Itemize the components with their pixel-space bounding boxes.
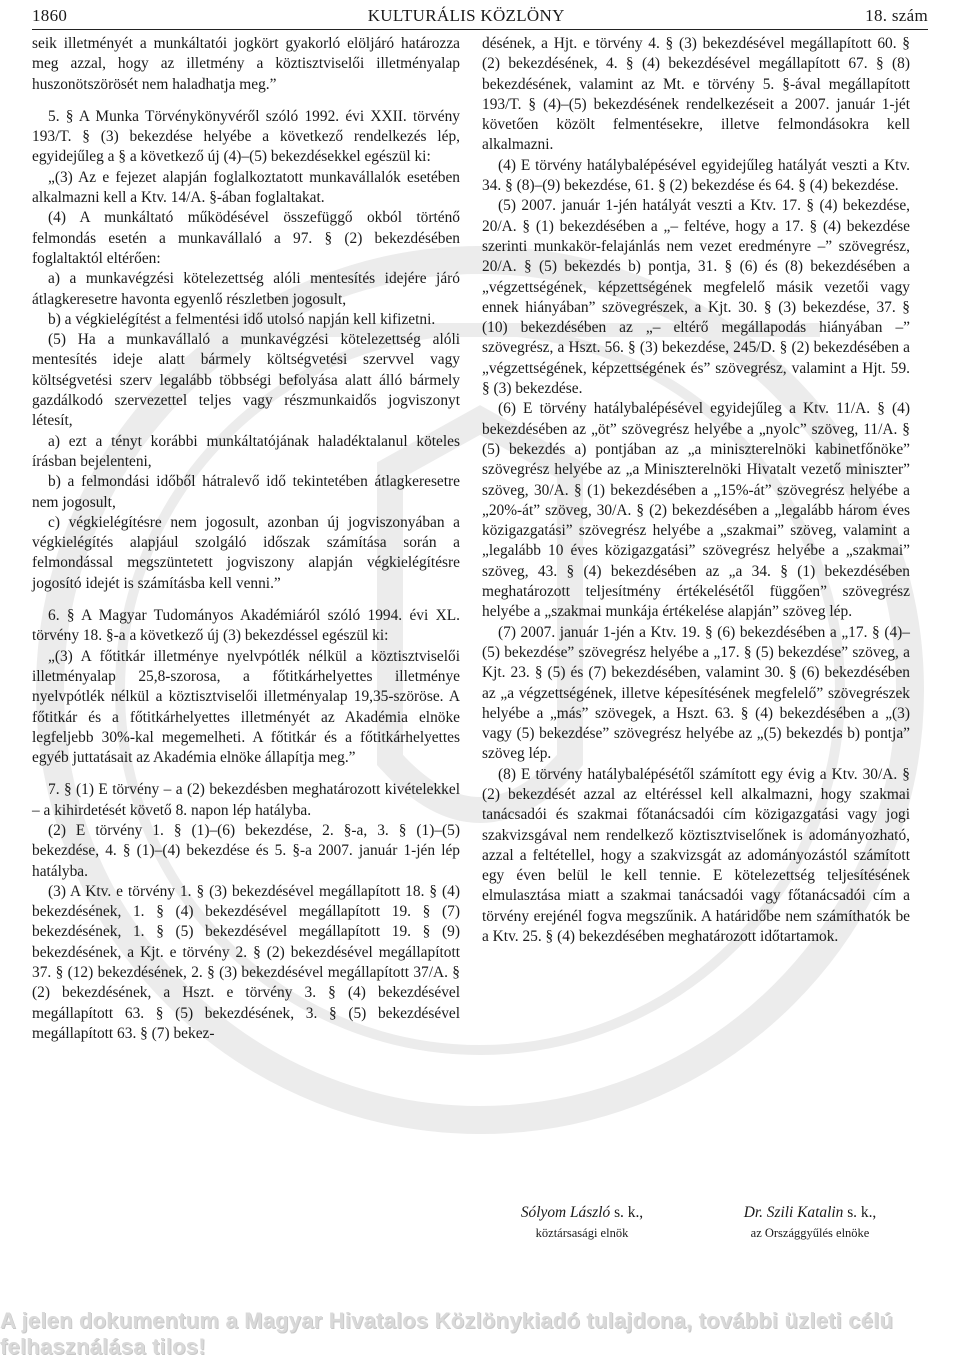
paragraph: (7) 2007. január 1-jén a Ktv. 19. § (6) bekezdésében a „17. § (4)–(5) bekezdése” szövegrész helyébe a „17. § (5) bekezdése” szöveg, a Kjt. 23. § (5) és (7) bekezdésében, valamint 30. § (6) bekezdésében az „a végzettségének, illetve képesítésének megfelelő” szövegrészek helyébe a „más” szövegek, a Hszt. 63. § (4) bekezdésében a „(3) vagy (5) bekezdése” szövegrész helyébe az „(5) bekezdés b) pontja” szöveg lép. <box>482 623 910 763</box>
issue-number: 18. szám <box>865 6 928 25</box>
signer-role: köztársasági elnök <box>535 1226 629 1240</box>
paragraph: (2) E törvény 1. § (1)–(6) bekezdése, 2. §-a, 3. § (1)–(5) bekezdése, 4. § (1)–(4) bekezdése és 5. §-a 2007. január 1-jén lép hatályba. <box>32 821 460 880</box>
signature-president <box>482 1203 682 1243</box>
paragraph: b) a végkielégítést a felmentési idő utolsó napján kell kifizetni. <box>48 310 436 328</box>
copyright-watermark: A jelen dokumentum a Magyar Hivatalos Közlönykiadó tulajdona, további üzleti célú felhasználása tilos! <box>0 1308 894 1359</box>
paragraph: c) végkielégítésre nem jogosult, azonban új jogviszonyában a végkielégítés alapjául szolgáló időszak számítása során a felmondással megszüntetett jogviszony alapján végkielégítésre jogosító idejét is számításba kell venni.” <box>32 513 460 592</box>
section-heading-5: 5. § A Munka Törvénykönyvéről szóló 1992. évi XXII. törvény 193/T. § (3) bekezdése helyébe a következő rendelkezés lép, egyidejűleg a § a következő új (4)–(5) bekezdésekkel egészül ki: <box>32 107 460 166</box>
paragraph: a) ezt a tényt korábbi munkáltatójának haladéktalanul köteles írásban bejelenteni, <box>32 432 460 470</box>
journal-title: KULTURÁLIS KÖZLÖNY <box>367 6 565 25</box>
signer-suffix: s. k., <box>610 1204 644 1221</box>
paragraph: (5) 2007. január 1-jén hatályát veszti a Ktv. 17. § (4) bekezdése, 20/A. § (1) bekezdésében a „– feltéve, hogy a 17. § (4) bekezdése szerinti munkakör-felajánlás nem vezet eredményre –” szövegrész, 20/A. § (5) bekezdés b) pontja, 31. § (6) és (8) bekezdésében a „végzettségének, képzettségének megfelelő másik vezetői vagy ennek hiányában” szövegrészek, a Kjt. 30. § (3) bekezdése, 37. § (10) bekezdésében az „– eltérő megállapodás hiányában –” szövegrész, a Hszt. 56. § (3) bekezdése, 245/D. § (2) bekezdésében a „végzettségének, képzettségének és” szövegrész, valamint a Hjt. 59. § (3) bekezdése. <box>482 197 910 398</box>
signer-name: Dr. Szili Katalin <box>743 1204 844 1221</box>
right-column <box>482 34 910 947</box>
paragraph: a) a munkavégzési kötelezettség alóli mentesítés idejére járó átlagkeresetre havonta egyenlő részletben jogosult, <box>32 270 460 308</box>
paragraph: (6) E törvény hatálybalépésével egyidejűleg a Ktv. 11/A. § (4) bekezdésében az „öt” szövegrész helyébe a „nyolc” szöveg, 11/A. § (5) bekezdés a) pontjában az „a miniszterelnöki kabinetfőnöke” szövegrész helyébe az „a Miniszterelnöki Hivatalt vezető miniszter” szöveg, 30/A. § (1) bekezdésében a „15%-át” szövegrész helyébe a „20%-át” szöveg, 30/A. § (2) bekezdésében a „legalább három éves közigazgatási” szövegrész helyébe a „szakmai” szöveg, valamint a „legalább 10 éves közigazgatási” szövegrész helyébe a „szakmai” szöveg, 43. § (4) bekezdésében az „a 34. § (1) bekezdésében meghatározott teljesítmény értékelésétől függően” szövegrész helyébe a „szakmai munkája értékelése alapján” szöveg lép. <box>482 400 910 621</box>
signer-suffix: s. k., <box>843 1204 877 1221</box>
signature-block <box>482 1203 910 1243</box>
paragraph: (8) E törvény hatálybalépésétől számított egy évig a Ktv. 30/A. § (2) bekezdését azzal az eltéréssel kell alkalmazni, hogy szakmai tanácsadói és szakmai főtanácsadói cím közigazgatási vagy jogi szakvizsgával nem rendelkező köztisztviselőnek is adományozható, azzal a feltétellel, hogy a szakvizsgát az adományozástól számított egy éven belül le kell tennie. E kötelezettség teljesítésének elmulasztása miatt a szakmai tanácsadói vagy főtanácsadói cím a törvény erejénél fogva megszűnik. A határidőbe nem számíthatók be a Ktv. 25. § (4) bekezdésében meghatározott időtartamok. <box>482 765 910 946</box>
paragraph: (4) E törvény hatálybalépésével egyidejűleg hatályát veszti a Ktv. 34. § (8)–(9) bekezdése, 61. § (2) bekezdése és 64. § (4) bekezdése. <box>482 156 910 195</box>
signer-name: Sólyom László <box>520 1204 611 1221</box>
page-number: 1860 <box>32 6 68 25</box>
paragraph: „(3) A főtitkár illetménye nyelvpótlék nélkül a köztisztviselői illetményalap 25,8-szorosa, a főtitkárhelyettes illetménye nyelvpótlék nélkül a köztisztviselői illetményalap 19,35-szöröse. A főtitkár és a főtitkárhelyettes illetményét az Akadémia elnöke legfeljebb 30%-kal megemelheti. A főtitkár és a főtitkárhelyettes egyéb juttatásait az Akadémia elnöke állapítja meg.” <box>32 647 460 767</box>
section-heading-6: 6. § A Magyar Tudományos Akadémiáról szóló 1994. évi XL. törvény 18. §-a a következő új (3) bekezdéssel egészül ki: <box>32 607 460 645</box>
paragraph: (5) Ha a munkavállaló a munkavégzési kötelezettség alóli mentesítés ideje alatt bármely költségvetési szervvel vagy költségvetési szerv legalább többségi befolyása alatt álló bármely gazdálkodó szervezettel teljes vagy részmunkaidős jogviszonyt létesít, <box>32 331 460 430</box>
header-divider <box>32 29 928 30</box>
left-column <box>32 34 460 1044</box>
paragraph: désének, a Hjt. e törvény 4. § (3) bekezdésével megállapított 60. § (2) bekezdésének, 4. § (4) bekezdésével megállapított 67. § (8) bekezdésének, valamint az Mt. e törvény 5. §-ával megállapított 193/T. § (4)–(5) bekezdésének rendelkezéseit a 2007. január 1-jét követően közölt felmentésekre, illetve felmondásokra kell alkalmazni. <box>482 35 910 154</box>
section-heading-7: 7. § (1) E törvény – a (2) bekezdésben meghatározott kivételekkel – a kihirdetését követő 8. napon lép hatályba. <box>32 781 460 819</box>
page-header <box>32 4 928 28</box>
paragraph: (3) A Ktv. e törvény 1. § (3) bekezdésével megállapított 18. § (4) bekezdésének, 1. § (4) bekezdésével megállapított 19. § (7) bekezdésének, 1. § (5) bekezdésével megállapított 19. § (9) bekezdésének, a Kjt. e törvény 2. § (2) bekezdésével megállapított 37. § (12) bekezdésének, 2. § (3) bekezdésével megállapított 37/A. § (2) bekezdésének, a Hszt. e törvény 3. § (4) bekezdésével megállapított 63. § (5) bekezdésének, 3. § (5) bekezdésével megállapított 63. § (7) bekez- <box>32 882 460 1042</box>
paragraph: (4) A munkáltató működésével összefüggő okból történő felmondás esetén a munkavállaló a 97. § (2) bekezdésében foglaltaktól eltérően: <box>32 209 460 267</box>
paragraph: b) a felmondási időből hátralevő idő tekintetében átlagkeresetre nem jogosult, <box>32 473 460 511</box>
signature-speaker <box>710 1203 910 1243</box>
paragraph: seik illetményét a munkáltatói jogkört gyakorló elöljáró határozza meg azzal, hogy az illetmény a köztisztviselői illetményalap huszonötszörösét nem haladhatja meg.” <box>32 35 460 93</box>
signer-role: az Országgyűlés elnöke <box>750 1226 870 1240</box>
paragraph: „(3) Az e fejezet alapján foglalkoztatott munkavállalók esetében alkalmazni kell a Ktv. 14/A. §-ában foglaltakat. <box>32 168 460 207</box>
